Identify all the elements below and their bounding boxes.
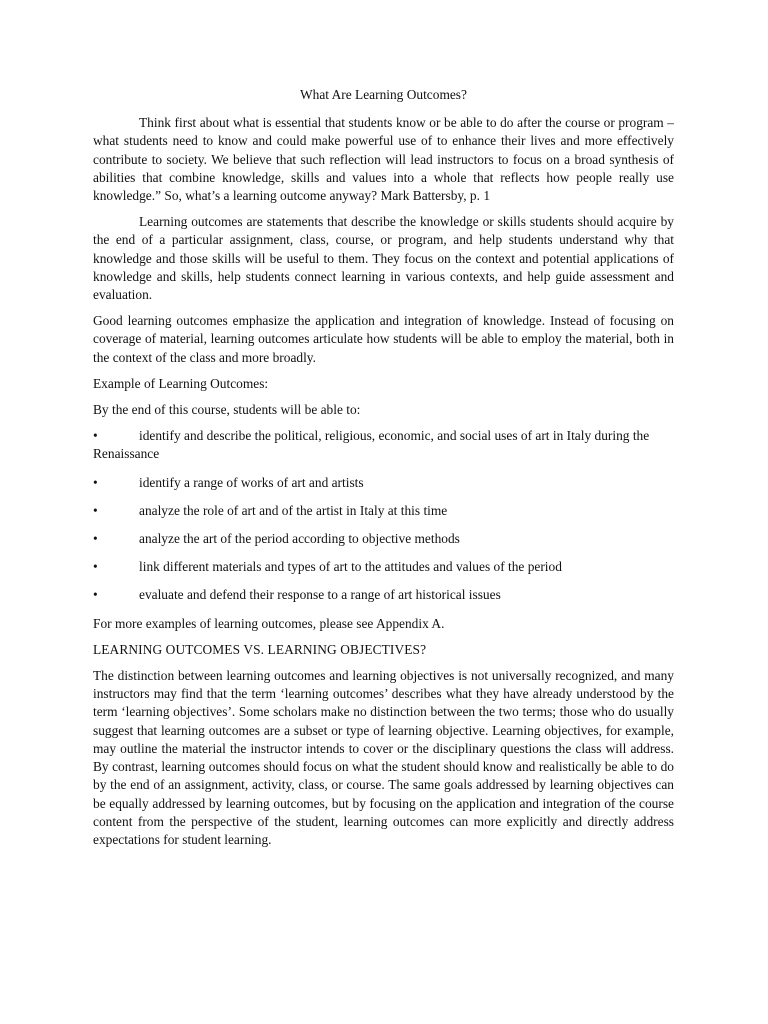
good-outcomes-paragraph: Good learning outcomes emphasize the application and integration of knowledge. Instead of focusing on coverage of material, learning outcomes articulate how students will be able to employ the material, both in the context of the class and more broadly.: [93, 313, 674, 365]
appendix-note: For more examples of learning outcomes, please see Appendix A.: [93, 615, 445, 631]
bullet-icon: •: [93, 474, 98, 490]
list-item-text: analyze the art of the period according to objective methods: [139, 531, 460, 547]
list-item-text: evaluate and defend their response to a range of art historical issues: [139, 587, 501, 603]
intro-quote-paragraph: Think first about what is essential that students know or be able to do after the course or program – what students need to know and could make powerful use of to enhance their lives and more effectively contribute to society. We believe that such reflection will lead instructors to focus on a broad synthesis of abilities that combine knowledge, skills and values into a whole that reflects how people really use knowledge.” So, what’s a learning outcome anyway? Mark Battersby, p. 1: [93, 115, 674, 204]
list-item-text: link different materials and types of art to the attitudes and values of the period: [139, 559, 562, 575]
list-item-text: identify and describe the political, religious, economic, and social uses of art in Italy during the Renaissance: [93, 428, 650, 462]
list-item: [93, 530, 674, 548]
list-item-text: identify a range of works of art and artists: [139, 474, 364, 490]
definition-paragraph: Learning outcomes are statements that describe the knowledge or skills students should acquire by the end of a particular assignment, class, course, or program, and help students understand why that knowledge and those skills will be useful to them. They focus on the context and potential applications of knowledge and skills, help students connect learning in various contexts, and help guide assessment and evaluation.: [93, 214, 674, 303]
bullet-icon: •: [93, 531, 98, 547]
outcomes-list: [93, 427, 674, 604]
list-item-text: analyze the role of art and of the artist in Italy at this time: [139, 502, 448, 518]
bullet-icon: •: [93, 587, 98, 603]
bullet-icon: •: [93, 428, 98, 444]
list-item: [93, 586, 674, 604]
bullet-icon: •: [93, 559, 98, 575]
list-item: [93, 427, 674, 463]
bullet-icon: •: [93, 502, 98, 518]
example-heading: Example of Learning Outcomes:: [93, 375, 269, 391]
document-page: [93, 86, 674, 857]
list-item: [93, 558, 674, 576]
list-item: [93, 502, 674, 520]
list-item: [93, 474, 674, 492]
section-heading: LEARNING OUTCOMES VS. LEARNING OBJECTIVES?: [93, 641, 427, 657]
document-title: What Are Learning Outcomes?: [300, 87, 467, 102]
distinction-paragraph: The distinction between learning outcomes and learning objectives is not universally recognized, and many instructors may find that the term ‘learning outcomes’ describes what they have already understood by the term ‘learning objectives’. Some scholars make no distinction between the two terms; those who do usually suggest that learning outcomes are a subset or type of learning objective. Learning objectives, for example, may outline the material the instructor intends to cover or the disciplinary questions the class will address. By contrast, learning outcomes should focus on what the student should know and realistically be able to do by the end of an assignment, activity, class, or course. The same goals addressed by learning objectives can be equally addressed by learning outcomes, but by focusing on the application and integration of the course content from the perspective of the student, learning outcomes can more explicitly and directly address expectations for student learning.: [93, 668, 674, 847]
intro-line: By the end of this course, students will be able to:: [93, 402, 361, 418]
